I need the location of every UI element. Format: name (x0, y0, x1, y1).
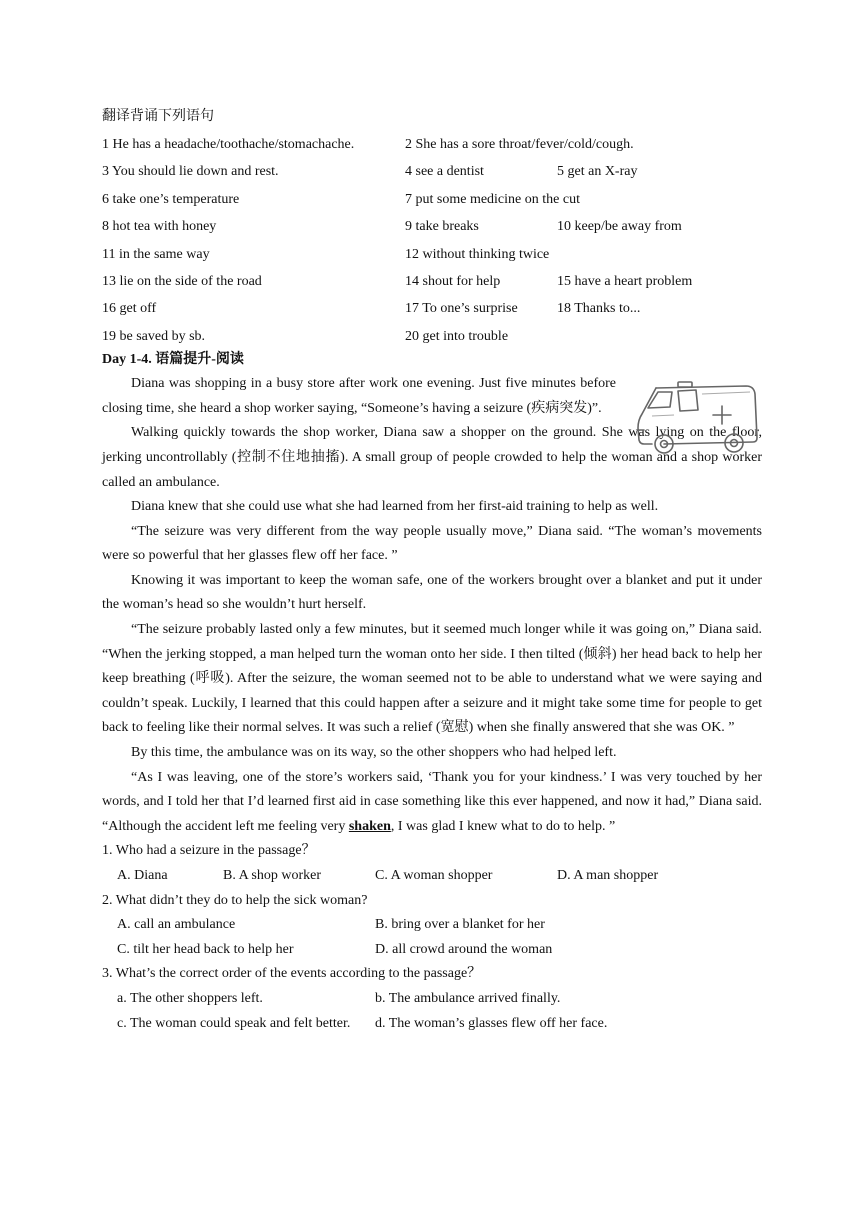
vocab-row (102, 131, 762, 158)
event-a: a. The other shoppers left. (117, 990, 263, 1006)
vocab-list (102, 131, 762, 350)
vocab-row (102, 186, 762, 213)
vocab-item: 16 get off (102, 301, 157, 317)
option-c[interactable]: C. A woman shopper (375, 868, 493, 883)
option-b[interactable]: B. A shop worker (223, 868, 321, 883)
vocab-item: 2 She has a sore throat/fever/cold/cough. (405, 137, 634, 152)
question-3 (102, 962, 762, 1036)
vocab-row (102, 158, 762, 185)
options-row (102, 913, 762, 938)
option-d[interactable]: D. all crowd around the woman (375, 941, 553, 957)
question-text: 3. What’s the correct order of the events according to the passage？ (102, 966, 482, 982)
vocab-row (102, 323, 762, 350)
underlined-word: shaken (348, 818, 391, 834)
ambulance-illustration (634, 380, 762, 458)
vocab-item: 18 Thanks to... (557, 301, 641, 317)
options-row (102, 987, 762, 1012)
vocab-item: 3 You should lie down and rest. (102, 164, 279, 180)
options-row (102, 938, 762, 963)
option-d[interactable]: D. A man shopper (557, 868, 659, 883)
vocab-item: 9 take breaks (405, 219, 479, 235)
option-a[interactable]: A. Diana (117, 868, 168, 883)
paragraph: Diana knew that she could use what she had learned from her first-aid training to help as well. (131, 499, 659, 515)
event-b: b. The ambulance arrived finally. (375, 990, 561, 1006)
paragraph: Walking quickly towards the shop worker, Diana saw a shopper on the ground. She was lying on the floor, jerking uncontrollably (控制不住地抽搐). A small group of people crowded to help the woman and a shop worker called an ambulance. (102, 425, 762, 490)
vocab-item: 1 He has a headache/toothache/stomachache. (102, 137, 355, 152)
question-text: 1. Who had a seizure in the passage？ (102, 843, 316, 859)
vocab-item: 10 keep/be away from (557, 219, 682, 235)
vocab-item: 12 without thinking twice (405, 246, 550, 262)
vocab-item: 13 lie on the side of the road (102, 273, 262, 289)
worksheet-page (102, 104, 762, 1036)
question-2 (102, 889, 762, 963)
vocab-row (102, 295, 762, 322)
event-d: d. The woman’s glasses flew off her face. (375, 1015, 608, 1031)
vocab-heading: 翻译背诵下列语句 (102, 109, 214, 124)
option-b[interactable]: B. bring over a blanket for her (375, 917, 545, 933)
vocab-item: 8 hot tea with honey (102, 219, 217, 235)
question-1 (102, 839, 762, 888)
vocab-item: 20 get into trouble (405, 328, 509, 344)
vocab-item: 5 get an X-ray (557, 164, 638, 180)
paragraph: “The seizure probably lasted only a few minutes, but it seemed much longer while it was going on,” Diana said. “When the jerking stopped, a man helped turn the woman onto her side. I then tilted (倾斜) her head back to help her keep breathing (呼吸). After the seizure, the woman seemed not to be able to understand what we were saying and couldn’t speak. Luckily, I learned that this could happen after a seizure and it might take some time for people to get back to feeling like their normal selves. It was such a relief (宽慰) when she finally answered that she was OK. ” (102, 622, 762, 736)
paragraph: Diana was shopping in a busy store after work one evening. Just five minutes before closing time, she heard a shop worker saying, “Someone’s having a seizure (疾病突发)”. (102, 376, 616, 416)
options-row (102, 864, 762, 889)
paragraph-text: , I was glad I knew what to do to help. ” (390, 818, 616, 834)
vocab-item: 19 be saved by sb. (102, 328, 206, 344)
section-title: Day 1-4. 语篇提升-阅读 (102, 352, 244, 368)
vocab-row (102, 241, 762, 268)
vocab-item: 4 see a dentist (405, 164, 484, 180)
vocab-item: 11 in the same way (102, 246, 210, 262)
vocab-row (102, 268, 762, 295)
vocab-row (102, 213, 762, 240)
paragraph: By this time, the ambulance was on its way, so the other shoppers who had helped left. (131, 745, 617, 761)
options-row (102, 1012, 762, 1037)
option-a[interactable]: A. call an ambulance (117, 917, 236, 933)
paragraph-final (102, 766, 762, 840)
event-c: c. The woman could speak and felt better. (117, 1015, 351, 1031)
paragraph: Knowing it was important to keep the woman safe, one of the workers brought over a blanket and put it under the woman’s head so she wouldn’t hurt herself. (102, 572, 762, 613)
question-text: 2. What didn’t they do to help the sick woman? (102, 892, 368, 908)
option-c[interactable]: C. tilt her head back to help her (117, 941, 294, 957)
vocab-item: 7 put some medicine on the cut (405, 191, 580, 207)
vocab-item: 15 have a heart problem (557, 273, 693, 289)
vocab-item: 6 take one’s temperature (102, 191, 240, 207)
reading-intro (102, 372, 762, 421)
paragraph-text: “As I was leaving, one of the store’s workers said, ‘Thank you for your kindness.’ I was very touched by her words, and I told her that I’d learned first aid in case something like this ever happened, and now it had,” Diana said. “Although the accident left me feeling very (102, 769, 762, 834)
vocab-item: 17 To one’s surprise (405, 301, 518, 317)
vocab-item: 14 shout for help (405, 273, 501, 289)
paragraph: “The seizure was very different from the way people usually move,” Diana said. “The woman’s movements were so powerful that her glasses flew off her face. ” (102, 523, 762, 564)
